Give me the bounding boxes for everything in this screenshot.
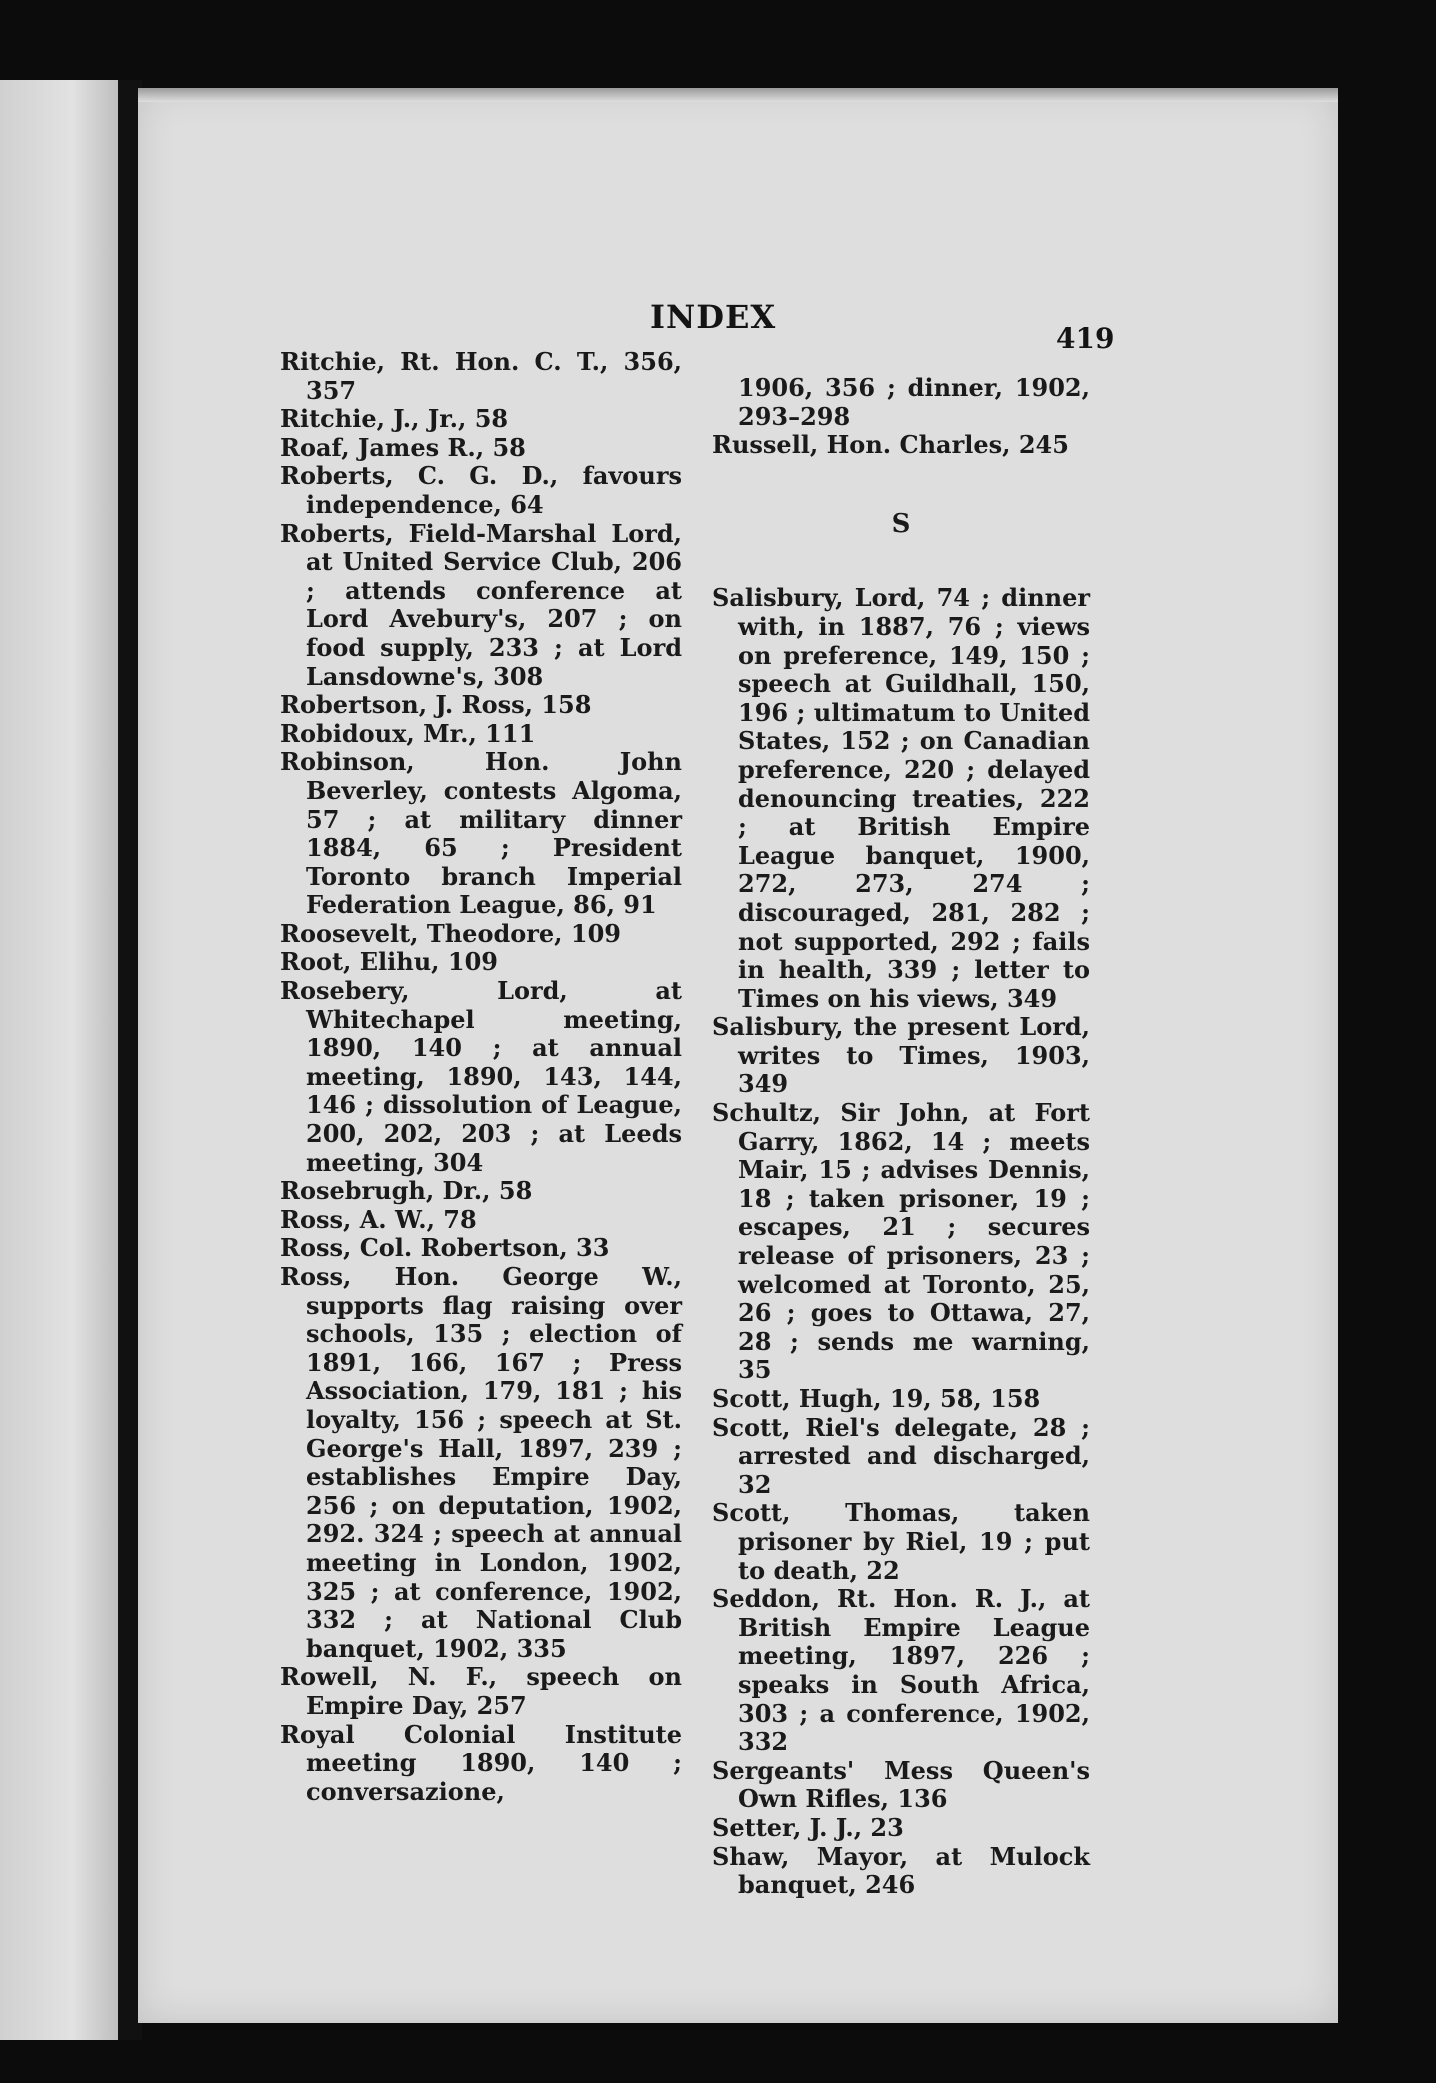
index-entry: Scott, Thomas, taken prisoner by Riel, 19 ; put to death, 22 [712, 1498, 1090, 1585]
index-entry: Robinson, Hon. John Beverley, contests Algoma, 57 ; at military dinner 1884, 65 ; President Toronto branch Imperial Federation League, 86, 91 [280, 747, 682, 920]
index-entry: Scott, Riel's delegate, 28 ; arrested and discharged, 32 [712, 1412, 1090, 1499]
index-entry: Salisbury, the present Lord, writes to Times, 1903, 349 [712, 1012, 1090, 1099]
index-entry: Ritchie, Rt. Hon. C. T., 356, 357 [280, 347, 682, 405]
index-entry: Ross, Col. Robertson, 33 [280, 1233, 610, 1263]
index-entry: Roberts, Field-Marshal Lord, at United Service Club, 206 ; attends conference at Lord Avebury's, 207 ; on food supply, 233 ; at Lord Lansdowne's, 308 [280, 518, 682, 691]
index-entry: Sergeants' Mess Queen's Own Rifles, 136 [712, 1755, 1090, 1814]
facing-page-edge [0, 80, 120, 2040]
index-entry-continuation: 1906, 356 ; dinner, 1902, 293–298 [738, 373, 1090, 431]
index-entry: Schultz, Sir John, at Fort Garry, 1862, 14 ; meets Mair, 15 ; advises Dennis, 18 ; taken prisoner, 19 ; escapes, 21 ; secures release of prisoners, 23 ; welcomed at Toronto, 25, 26 ; goes to Ottawa, 27, 28 ; sends me warning, 35 [712, 1098, 1090, 1385]
index-column-left [280, 348, 682, 1806]
index-entry: Roosevelt, Theodore, 109 [280, 918, 621, 948]
index-entry: Setter, J. J., 23 [712, 1812, 904, 1842]
index-column-right [712, 374, 1090, 1900]
index-entry: Royal Colonial Institute meeting 1890, 140 ; conversazione, [280, 1719, 682, 1806]
index-entry: Ritchie, J., Jr., 58 [280, 404, 509, 434]
index-entry: Roberts, C. G. D., favours independence, 64 [280, 461, 682, 519]
index-entry: Ross, A. W., 78 [280, 1204, 477, 1234]
index-entry: Scott, Hugh, 19, 58, 158 [712, 1384, 1041, 1413]
index-entry: Russell, Hon. Charles, 245 [712, 430, 1069, 460]
index-entry: Ross, Hon. George W., supports flag raising over schools, 135 ; election of 1891, 166, 167 ; Press Association, 179, 181 ; his loyalty, 156 ; speech at St. George's Hall, 1897, 239 ; establishes Empire Day, 256 ; on deputation, 1902, 292. 324 ; speech at annual meeting in London, 1902, 325 ; at conference, 1902, 332 ; at National Club banquet, 1902, 335 [280, 1262, 682, 1663]
index-entry: Robidoux, Mr., 111 [280, 718, 536, 748]
index-entry: Rosebrugh, Dr., 58 [280, 1176, 533, 1206]
index-entry: Shaw, Mayor, at Mulock banquet, 246 [712, 1841, 1090, 1900]
index-entry: Robertson, J. Ross, 158 [280, 690, 592, 720]
index-entry: Seddon, Rt. Hon. R. J., at British Empire League meeting, 1897, 226 ; speaks in South Africa, 303 ; a conference, 1902, 332 [712, 1584, 1090, 1757]
section-letter-heading: S [891, 508, 911, 539]
index-entry: Roaf, James R., 58 [280, 432, 526, 462]
index-entry: Salisbury, Lord, 74 ; dinner with, in 1887, 76 ; views on preference, 149, 150 ; speech at Guildhall, 150, 196 ; ultimatum to United States, 152 ; on Canadian preference, 220 ; delayed denouncing treaties, 222 ; at British Empire League banquet, 1900, 272, 273, 274 ; discouraged, 281, 282 ; not supported, 292 ; fails in health, 339 ; letter to Times on his views, 349 [712, 583, 1090, 1013]
page-number: 419 [1056, 322, 1115, 355]
running-head: INDEX [650, 298, 777, 336]
index-entry: Rowell, N. F., speech on Empire Day, 257 [280, 1662, 682, 1720]
index-entry: Rosebery, Lord, at Whitechapel meeting, 1890, 140 ; at annual meeting, 1890, 143, 144, 146 ; dissolution of League, 200, 202, 203 ; at Leeds meeting, 304 [280, 976, 682, 1177]
index-entry: Root, Elihu, 109 [280, 947, 498, 977]
